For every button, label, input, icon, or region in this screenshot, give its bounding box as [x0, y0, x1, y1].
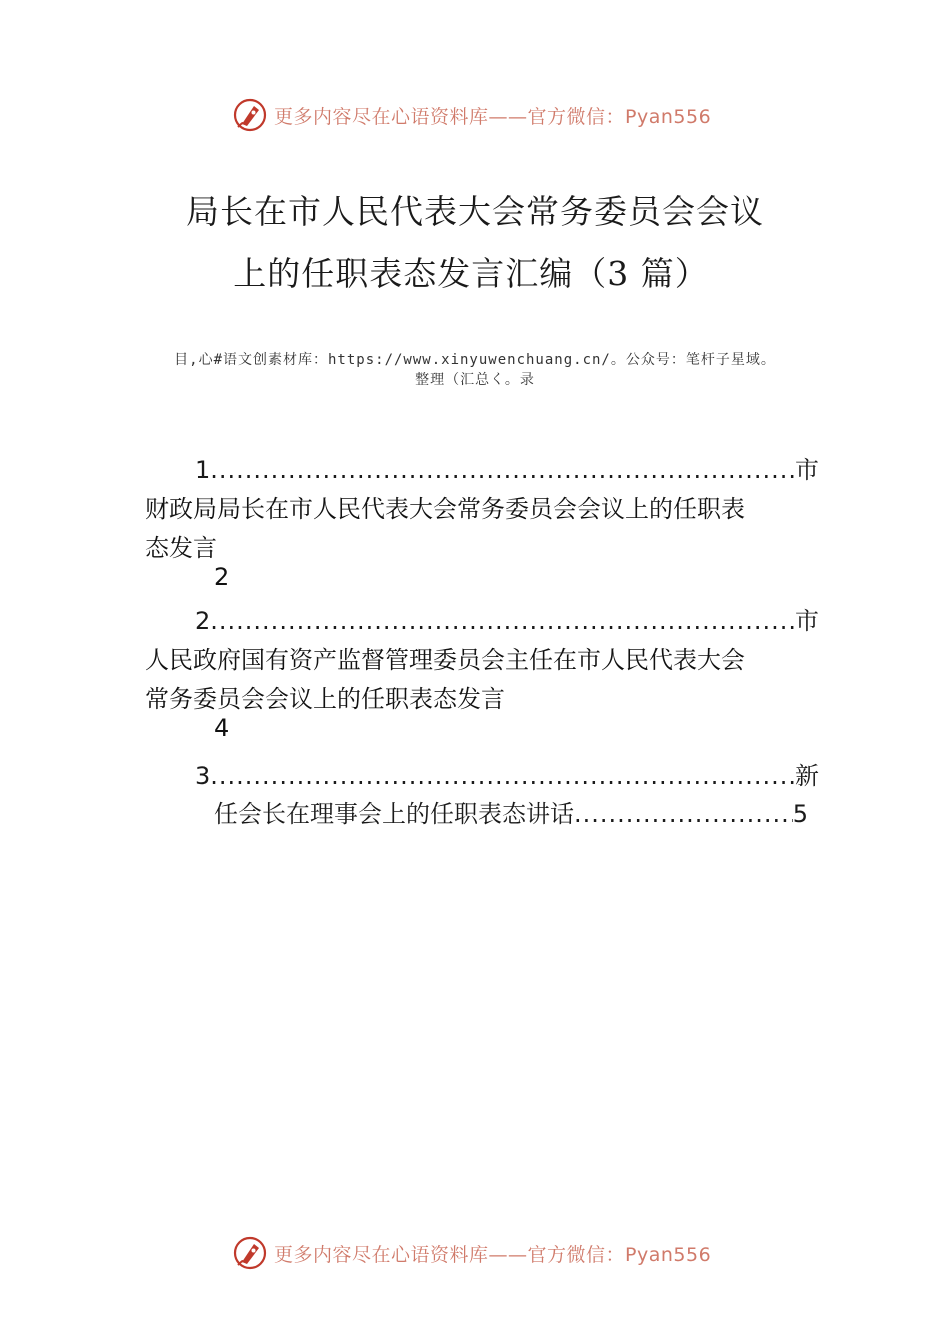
document-title-line-2: 上的任职表态发言汇编（3 篇）: [233, 254, 709, 293]
watermark-text: [274, 102, 711, 129]
watermark-slogan: 更多内容尽在心语资料库: [274, 1243, 489, 1266]
toc-entry-2-text-line-2[interactable]: 常务委员会会议上的任职表态发言: [145, 685, 505, 713]
toc-entry-2-text-line-1[interactable]: 人民政府国有资产监督管理委员会主任在市人民代表大会: [145, 646, 745, 674]
toc-entry-number: 1: [195, 456, 211, 484]
toc-dot-leader: [210, 607, 795, 635]
toc-entry-lead-char: 市: [795, 456, 819, 484]
toc-entry-number: 3: [195, 762, 211, 790]
toc-dot-leader: [574, 800, 793, 828]
toc-entry-lead-char: 新: [795, 762, 819, 790]
watermark-slogan: 更多内容尽在心语资料库: [274, 105, 489, 128]
watermark-separator: ——: [488, 105, 528, 128]
document-title-line-1: 局长在市人民代表大会常务委员会会议: [186, 192, 764, 231]
source-line-2: 整理（汇总く。录: [415, 372, 535, 388]
watermark-label: 官方微信：: [527, 1243, 626, 1266]
watermark-text: [274, 1240, 711, 1267]
watermark-separator: ——: [488, 1243, 528, 1266]
toc-entry-lead-char: 市: [795, 607, 819, 635]
watermark-wechat-id: Pyan556: [625, 1243, 712, 1266]
toc-entry-3-text-row[interactable]: [214, 794, 808, 829]
header-watermark: [232, 95, 711, 135]
toc-entry-number: 2: [195, 607, 211, 635]
toc-entry-3-page: 5: [792, 800, 808, 828]
toc-entry-1-leader[interactable]: [195, 450, 819, 485]
source-line-1: 目,心#语文创素材库：https://www.xinyuwenchuang.cn/。公众号：笔杆子星域。: [174, 352, 776, 368]
toc-entry-1-page[interactable]: 2: [214, 563, 230, 591]
toc-entry-1-text-line-2[interactable]: 态发言: [145, 534, 217, 562]
toc-entry-2-page[interactable]: 4: [214, 714, 230, 742]
toc-entry-3-leader[interactable]: [195, 756, 819, 791]
watermark-wechat-id: Pyan556: [625, 105, 712, 128]
watermark-label: 官方微信：: [527, 105, 626, 128]
toc-dot-leader: [210, 456, 795, 484]
toc-entry-1-text-line-1[interactable]: 财政局局长在市人民代表大会常务委员会会议上的任职表: [145, 495, 745, 523]
footer-watermark: [232, 1233, 711, 1273]
toc-entry-3-text: 任会长在理事会上的任职表态讲话: [214, 800, 574, 828]
pen-nib-logo-icon: [232, 97, 268, 133]
pen-nib-logo-icon: [232, 1235, 268, 1271]
toc-dot-leader: [210, 762, 795, 790]
toc-entry-2-leader[interactable]: [195, 601, 819, 636]
